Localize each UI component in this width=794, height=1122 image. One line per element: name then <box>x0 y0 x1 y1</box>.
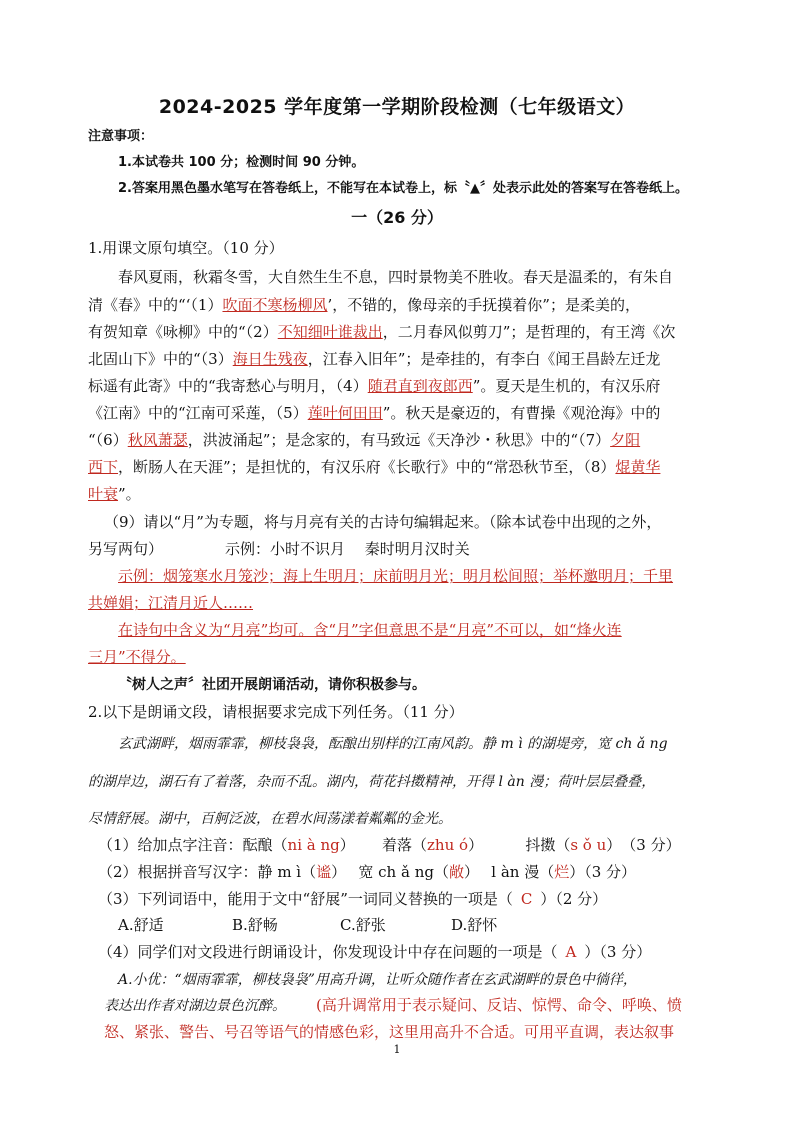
q2-sub3-option: C.舒张 <box>340 916 386 934</box>
q2-text: ） l àn 漫（ <box>463 863 555 881</box>
q2-sub3-option: D.舒怀 <box>451 916 498 934</box>
q1-text: ”。 <box>118 485 141 503</box>
pinyin-answer: s ǒ u <box>570 836 607 854</box>
pinyin-answer: zhu ó <box>427 836 469 854</box>
answer-1: 吹面不寒杨柳风 <box>222 296 328 314</box>
q1-line <box>88 375 660 396</box>
answer-6: 秋风萧瑟 <box>127 431 188 449</box>
answer-7-cont: 西下 <box>88 458 119 476</box>
q1-text: ，洪波涌起”；是念家的，有马致远《天净沙・秋思》中的“（7） <box>187 431 611 449</box>
q2-text: ） 抖擞（ <box>468 836 571 854</box>
answer-9-note: 在诗句中含义为“月亮”均可。含“月”字但意思不是“月亮”不可以，如“烽火连 <box>118 621 622 639</box>
q1-text: ，江春入旧年”；是牵挂的，有李白《闻王昌龄左迁龙 <box>307 350 661 368</box>
q2-option-a: 表达出作者对湖边景色沉醉。 <box>104 998 286 1014</box>
answer-5: 莲叶何田田 <box>307 404 383 422</box>
q1-line <box>88 456 660 477</box>
choice-answer: C <box>520 890 533 908</box>
q1-text: 清《春》中的“‘（1） <box>88 296 223 314</box>
q2-text: ） 宽 ch ǎ ng（ <box>331 863 449 881</box>
answer-7: 夕阳 <box>610 431 641 449</box>
q1-line <box>88 538 470 559</box>
q2-stem: 2.以下是朗诵文段，请根据要求完成下列任务。（11 分） <box>88 703 464 721</box>
section-heading: 一（26 分） <box>351 208 443 227</box>
q2-sub4 <box>98 941 651 962</box>
q2-text: ） 着落（ <box>339 836 428 854</box>
answer-9-note: 三月”不得分。 <box>88 648 186 666</box>
answer-3: 海日生残夜 <box>232 350 308 368</box>
notice-item-1: 1.本试卷共 100 分；检测时间 90 分钟。 <box>118 155 365 170</box>
q1-text: 标遥有此寄》中的“我寄愁心与明月，（4） <box>88 377 368 395</box>
q2-sub3 <box>98 888 607 909</box>
q1-stem: 1.用课文原句填空。（10 分） <box>88 239 284 257</box>
q1-text: ’，不错的，像母亲的手抚摸着你”；是柔美的， <box>327 296 640 314</box>
answer-4: 随君直到夜郎西 <box>367 377 473 395</box>
q2-text: ）（3 分） <box>584 943 652 961</box>
q2-text: ）（2 分） <box>540 890 608 908</box>
hanzi-answer: 烂 <box>554 863 570 881</box>
q2-passage-line: 玄武湖畔，烟雨霏霏，柳枝袅袅，酝酿出别样的江南风韵。静 m ì 的湖堤旁，宽 ch ǎ ng <box>118 736 668 752</box>
answer-9-line: 共婵娟；江清月近人…… <box>88 594 254 612</box>
q2-passage-line: 尽情舒展。湖中，百舸泛波，在碧水间荡漾着粼粼的金光。 <box>88 811 452 827</box>
q1-line <box>88 294 640 315</box>
q1-text: 另写两句） <box>88 540 164 558</box>
answer-8: 焜黄华 <box>615 458 661 476</box>
q2-sub1 <box>98 834 681 855</box>
q2-text: ）（3 分） <box>569 863 637 881</box>
notice-item-2: 2.答案用黑色墨水笔写在答卷纸上，不能写在本试卷上，标〝▲〞处表示此处的答案写在答卷纸上。 <box>118 181 688 196</box>
q2-option-a: A.小优：“烟雨霏霏，柳枝袅袅”用高升调，让听众随作者在玄武湖畔的景色中徜徉， <box>118 972 637 988</box>
q1-text: ，二月春风似剪刀”；是哲理的，有王湾《次 <box>382 323 676 341</box>
hanzi-answer: 敞 <box>448 863 464 881</box>
choice-answer: A <box>565 943 577 961</box>
pinyin-answer: ni à ng <box>287 836 340 854</box>
q1-text: “（6） <box>88 431 128 449</box>
q1-sub9-stem: （9）请以“月”为专题，将与月亮有关的古诗句编辑起来。（除本试卷中出现的之外， <box>104 513 662 531</box>
q1-example: 示例：小时不识月 秦时明月汉时关 <box>225 540 470 558</box>
q1-line <box>88 348 660 369</box>
q2-sub3-option: A.舒适 <box>118 916 164 934</box>
q1-text: ”。夏天是生机的，有汉乐府 <box>472 377 661 395</box>
q2-text: （2）根据拼音写汉字：静 m ì（ <box>98 863 317 881</box>
q1-text: 北固山下》中的“（3） <box>88 350 233 368</box>
q1-text: ，断肠人在天涯”；是担忧的，有汉乐府《长歌行》中的“常恐秋节至，（8） <box>118 458 616 476</box>
q2-sub3-option: B.舒畅 <box>232 916 278 934</box>
activity-heading: 〝树人之声〞社团开展朗诵活动，请你积极参与。 <box>118 677 426 693</box>
q1-line <box>88 402 660 423</box>
q2-passage-line: 的湖岸边，湖石有了着落，杂而不乱。湖内，荷花抖擞精神，开得 l àn 漫；荷叶层层叠叠， <box>88 774 656 790</box>
notice-heading: 注意事项： <box>88 129 154 144</box>
page-title: 2024-2025 学年度第一学期阶段检测（七年级语文） <box>158 96 636 118</box>
q1-line <box>88 321 675 342</box>
answer-2: 不知细叶谁裁出 <box>277 323 383 341</box>
q2-text: （4）同学们对文段进行朗诵设计，你发现设计中存在问题的一项是（ <box>98 943 558 961</box>
q1-text: 有贺知章《咏柳》中的“（2） <box>88 323 278 341</box>
answer-8-cont: 叶衰 <box>88 485 119 503</box>
q2-sub2 <box>98 861 636 882</box>
q1-line <box>88 483 141 504</box>
q2-explanation: 怒、紧张、警告、号召等语气的情感色彩，这里用高升不合适。可用平直调，表达叙事 <box>104 1023 675 1041</box>
q2-text: ） （3 分） <box>606 836 681 854</box>
hanzi-answer: 谧 <box>316 863 332 881</box>
q1-text: 《江南》中的“江南可采莲，（5） <box>88 404 308 422</box>
answer-9-line: 示例：烟笼寒水月笼沙；海上生明月；床前明月光；明月松间照；举杯邀明月；千里 <box>118 567 674 585</box>
q2-explanation: (高升调常用于表示疑问、反诘、惊愕、命令、呼唤、愤 <box>316 996 682 1014</box>
q1-line <box>88 429 640 450</box>
q1-line: 春风夏雨，秋霜冬雪，大自然生生不息，四时景物美不胜收。春天是温柔的，有朱自 <box>118 268 674 286</box>
page-number: 1 <box>393 1043 401 1056</box>
q2-text: （3）下列词语中，能用于文中“舒展”一词同义替换的一项是（ <box>98 890 513 908</box>
q2-text: （1）给加点字注音：酝酿（ <box>98 836 288 854</box>
q1-text: ”。秋天是豪迈的，有曹操《观沧海》中的 <box>382 404 661 422</box>
